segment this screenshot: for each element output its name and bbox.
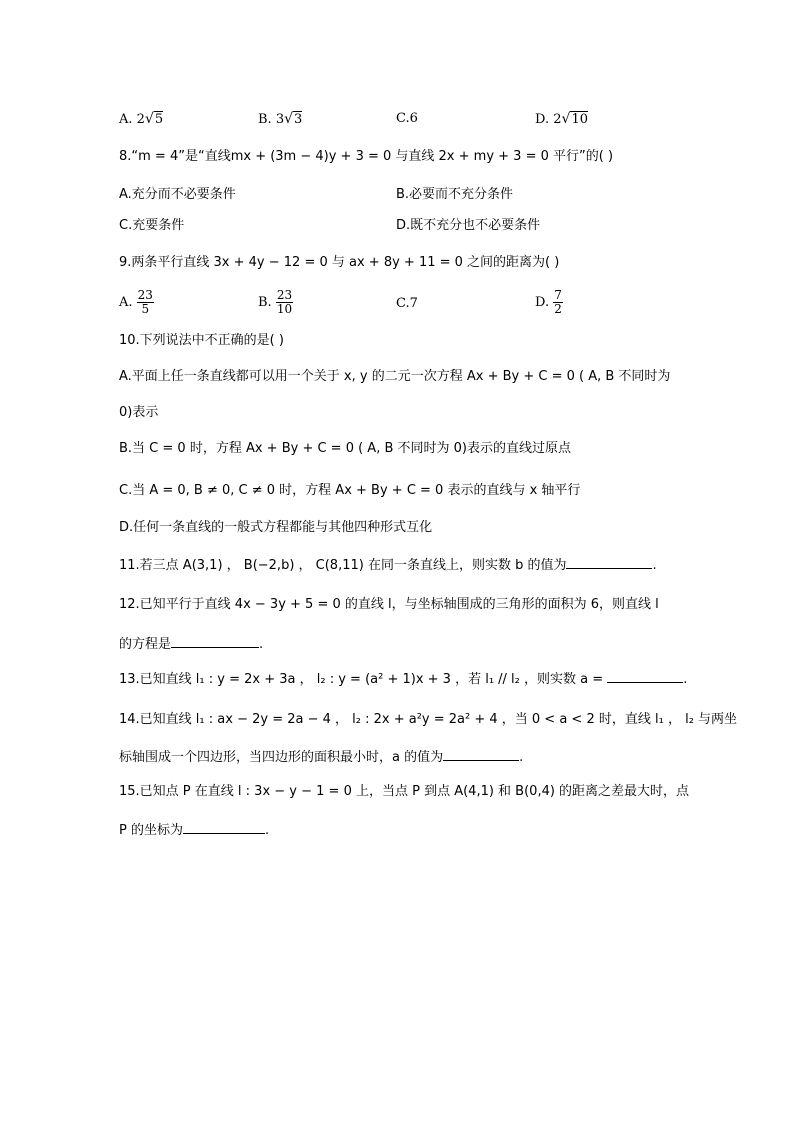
q12-line2: 的方程是 . <box>119 633 263 655</box>
q7-option-b: B. 3√3 <box>258 111 303 127</box>
q9-option-c: C.7 <box>396 296 418 311</box>
q15-line2: P 的坐标为 . <box>119 819 269 841</box>
q10-stem: 10.下列说法中不正确的是( ) <box>119 333 284 348</box>
q8-option-d: D.既不充分也不必要条件 <box>396 218 541 233</box>
q12-line1: 12.已知平行于直线 4x − 3y + 5 = 0 的直线 l，与坐标轴围成的三角形的面积为 6，则直线 l <box>119 597 659 612</box>
q8-stem: 8.“m = 4”是“直线mx + (3m − 4)y + 3 = 0 与直线 2x + my + 3 = 0 平行”的( ) <box>119 149 614 164</box>
q8-option-a: A.充分而不必要条件 <box>119 187 236 202</box>
q14-line1: 14.已知直线 l₁ : ax − 2y = 2a − 4 ， l₂ : 2x + a²y = 2a² + 4 ，当 0 < a < 2 时，直线 l₁ ， l₂ 与两坐 <box>119 712 738 727</box>
q9-stem: 9.两条平行直线 3x + 4y − 12 = 0 与 ax + 8y + 11 = 0 之间的距离为( ) <box>119 255 560 270</box>
q9-option-b: B. $\frac{23}{10}$ <box>258 288 293 316</box>
q9-option-d: D. $\frac{7}{2}$ <box>535 288 562 316</box>
q13-text: 13.已知直线 l₁ : y = 2x + 3a ， l₂ : y = (a² + 1)x + 3 ，若 l₁ // l₂ ，则实数 a = . <box>119 668 687 690</box>
q9-option-a: A. $\frac{23}{5}$ <box>119 288 153 316</box>
q11-text: 11.若三点 A(3,1) ， B(−2,b) ， C(8,11) 在同一条直线上，则实数 b 的值为 . <box>119 554 657 576</box>
q15-line1: 15.已知点 P 在直线 l : 3x − y − 1 = 0 上，当点 P 到点 A(4,1) 和 B(0,4) 的距离之差最大时，点 <box>119 784 690 799</box>
q10-option-b: B.当 C = 0 时，方程 Ax + By + C = 0 ( A, B 不同时为 0)表示的直线过原点 <box>119 441 571 456</box>
q7-option-a: A. 2√5 <box>119 111 164 127</box>
q7-option-d: D. 2√10 <box>535 111 588 127</box>
q12-answer-blank[interactable] <box>171 633 259 648</box>
q8-option-c: C.充要条件 <box>119 218 185 233</box>
q10-option-c: C.当 A = 0, B ≠ 0, C ≠ 0 时，方程 Ax + By + C = 0 表示的直线与 x 轴平行 <box>119 483 581 498</box>
q14-line2: 标轴围成一个四边形，当四边形的面积最小时，a 的值为 . <box>119 746 523 768</box>
q11-answer-blank[interactable] <box>566 554 652 569</box>
q7-option-c: C.6 <box>396 111 418 126</box>
q8-option-b: B.必要而不充分条件 <box>396 187 514 202</box>
q13-answer-blank[interactable] <box>607 668 683 683</box>
q15-answer-blank[interactable] <box>183 819 265 834</box>
q10-option-d: D.任何一条直线的一般式方程都能与其他四种形式互化 <box>119 520 433 535</box>
q14-answer-blank[interactable] <box>443 746 519 761</box>
q10-option-a-line2: 0)表示 <box>119 405 159 420</box>
q10-option-a-line1: A.平面上任一条直线都可以用一个关于 x, y 的二元一次方程 Ax + By + C = 0 ( A, B 不同时为 <box>119 369 671 384</box>
